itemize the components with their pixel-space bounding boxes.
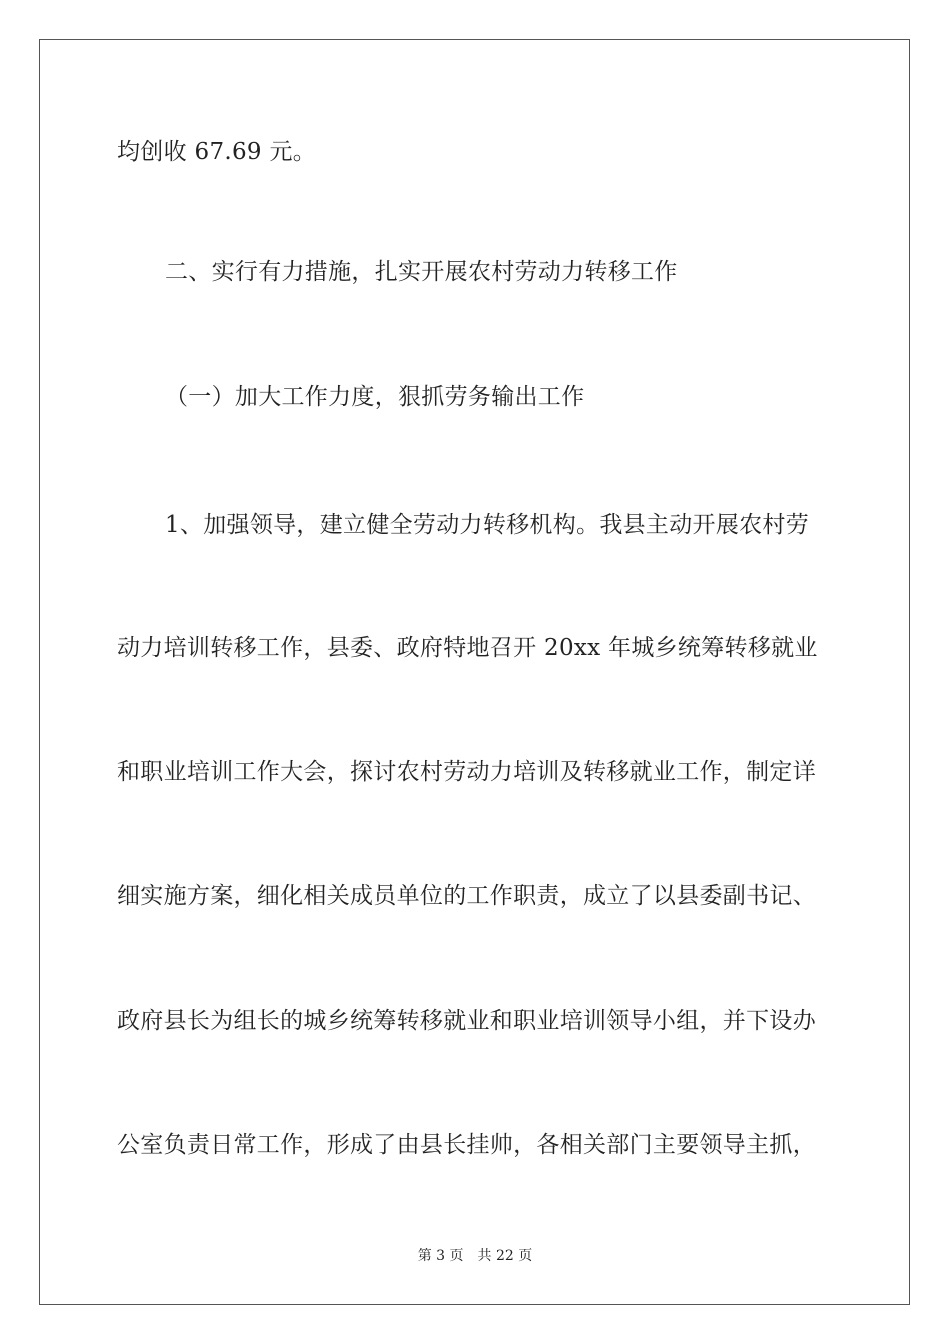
paragraph-line: 公室负责日常工作，形成了由县长挂帅，各相关部门主要领导主抓，: [117, 1132, 816, 1158]
paragraph-line: 政府县长为组长的城乡统筹转移就业和职业培训领导小组，并下设办: [117, 1008, 816, 1034]
paragraph-line: 均创收 67.69 元。: [117, 139, 317, 165]
subsection-heading: （一）加大工作力度，狠抓劳务输出工作: [165, 384, 585, 410]
paragraph-line: 和职业培训工作大会，探讨农村劳动力培训及转移就业工作，制定详: [117, 759, 816, 785]
page-total: 共 22 页: [477, 1248, 533, 1264]
section-heading: 二、实行有力措施，扎实开展农村劳动力转移工作: [165, 259, 678, 285]
paragraph-line: 动力培训转移工作，县委、政府特地召开 20xx 年城乡统筹转移就业: [117, 635, 818, 661]
page-border: [39, 39, 910, 1305]
page-number: 第 3 页: [417, 1248, 464, 1264]
page-footer: [0, 1247, 950, 1265]
paragraph-line: 细实施方案，细化相关成员单位的工作职责，成立了以县委副书记、: [117, 883, 816, 909]
paragraph-line: 1、加强领导，建立健全劳动力转移机构。我县主动开展农村劳: [165, 512, 810, 538]
